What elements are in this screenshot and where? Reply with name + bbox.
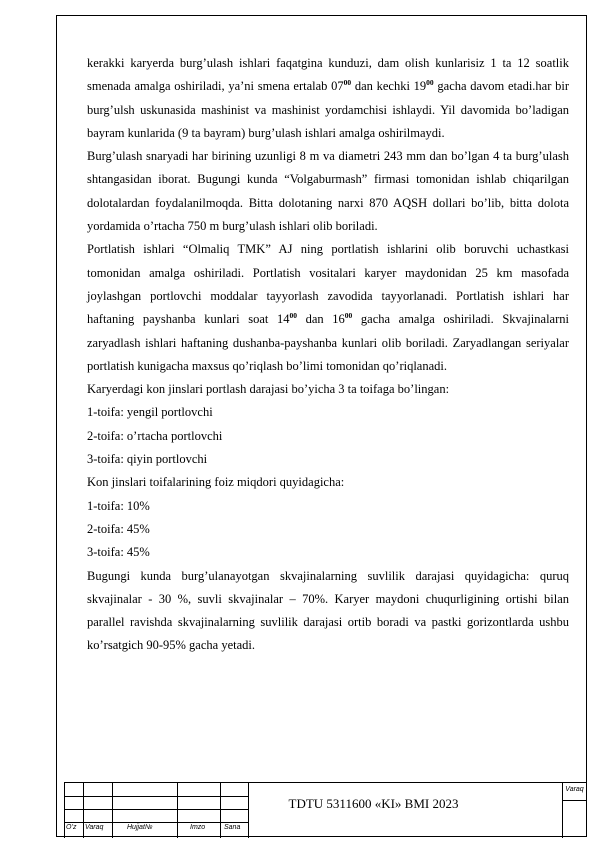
paragraph-blasting: Portlatish ishlari “Olmaliq TMK” AJ ning portlatish ishlarini olib boruvchi uchastkasi tomonidan amalga oshiriladi. Portlatish vositalari karyer maydonidan 25 km masofada joylashgan portlovchi moddalar tayyorlash zavodida tayyorlanadi. Portlatish ishlari har haftaning payshanba kunlari soat $14^{00}$ dan $16^{00}$ gacha amalga oshiriladi. Skvajinalarni zaryadlash ishlari haftaning dushanba-payshanba kunlari olib boriladi. Zaryadlangan seriyalar portlatish kunigacha maxsus qo’riqlash bo’limi tomonidan qo’riqlanadi. <box>87 242 569 373</box>
stamp-line <box>64 822 248 823</box>
stamp-line <box>112 783 113 838</box>
stamp-line <box>562 800 587 801</box>
list-item-percent-3: 3-toifa: 45% <box>87 545 150 560</box>
list-item-percent-1: 1-toifa: 10% <box>87 498 150 513</box>
paragraph-drill-rods: Burg’ulash snaryadi har birining uzunligi 8 m va diametri 243 mm dan bo’lgan 4 ta burg’ulash shtangasidan iborat. Bugungi kunda “Volgaburmash” firmasi tomonidan ishlab chiqarilgan dolotalardan foydalanilmoqda. Bitta dolotaning narxi 870 AQSH dollari bo’lib, bitta dolota yordamida o’rtacha 750 m burg’ulash ishlari olib boriladi. <box>87 149 569 234</box>
list-item-category-1: 1-toifa: yengil portlovchi <box>87 405 213 420</box>
stamp-label-sheet: Varaq <box>565 786 584 793</box>
stamp-label-oz: O’z <box>66 824 77 831</box>
stamp-line <box>64 796 248 797</box>
stamp-line <box>64 783 65 838</box>
stamp-line <box>220 783 221 838</box>
list-item-category-2: 2-toifa: o’rtacha portlovchi <box>87 428 223 443</box>
stamp-label-varaq: Varaq <box>85 824 104 831</box>
stamp-line <box>64 809 248 810</box>
stamp-label-sana: Sana <box>224 824 241 831</box>
list-item-percent-2: 2-toifa: 45% <box>87 521 150 536</box>
stamp-label-hujjat: Hujjat№ <box>127 824 153 831</box>
paragraph-water-content: Bugungi kunda burg’ulanayotgan skvajinalarning suvlilik darajasi quyidagicha: quruq skvajinalar - 30 %, suvli skvajinalar – 70%. Karyer maydoni chuqurligining ortishi bilan parallel ravishda skvajinalarning suvlilik darajasi ortib boradi va pastki gorizontlarda ushbu ko’rsatgich 90-95% gacha yetadi. <box>87 568 569 653</box>
stamp-line <box>83 783 84 838</box>
list-item-category-3: 3-toifa: qiyin portlovchi <box>87 452 208 467</box>
document-body <box>87 52 569 658</box>
stamp-line <box>177 783 178 838</box>
stamp-document-code: TDTU 5311600 «KI» BMI 2023 <box>288 796 459 811</box>
paragraph-drilling-schedule: kerakki karyerda burg’ulash ishlari faqatgina kunduzi, dam olish kunlarisiz 1 ta 12 soatlik smenada amalga oshiriladi, ya’ni smena ertalab $07^{00}$ dan kechki $19^{00}$ gacha davom etadi.har bir burg’ulsh uskunasida mashinist va mashinist yordamchisi ishlaydi. Yil davomida bo’ladigan bayram kunlarida (9 ta bayram) burg’ulash ishlari amalga oshirilmaydi. <box>87 56 569 140</box>
paragraph-category-percent-intro: Kon jinslari toifalarining foiz miqdori quyidagicha: <box>87 475 345 490</box>
paragraph-rock-categories-intro: Karyerdagi kon jinslari portlash darajasi bo’yicha 3 ta toifaga bo’lingan: <box>87 382 450 397</box>
stamp-label-imzo: Imzo <box>190 824 206 831</box>
